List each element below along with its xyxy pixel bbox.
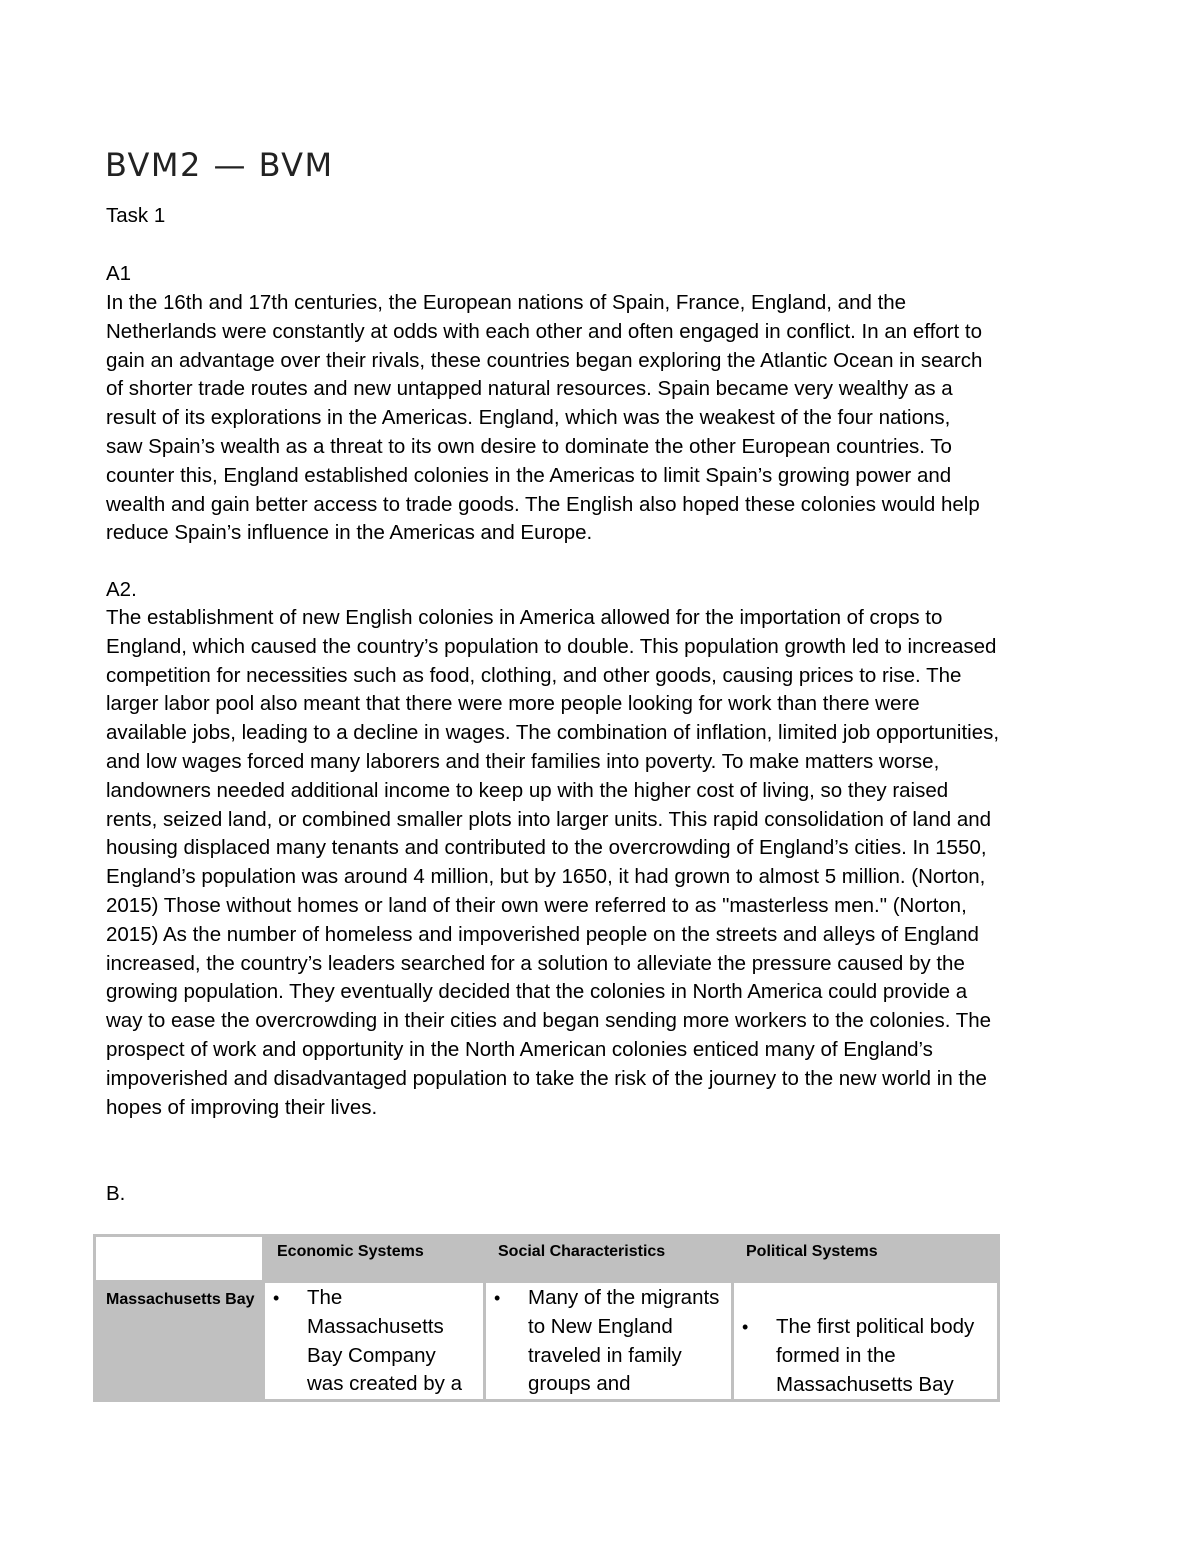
task-heading: Task 1 (106, 204, 166, 227)
list-item (734, 1313, 997, 1399)
header-economic-systems: Economic Systems (264, 1236, 485, 1282)
section-b-label: B. (106, 1182, 126, 1205)
bullet-icon: • (494, 1288, 501, 1308)
cell-social-text: Many of the migrants to New England traveled in family groups and (528, 1286, 720, 1396)
cell-political (733, 1282, 999, 1401)
table-header-row (95, 1236, 999, 1282)
bullet-icon: • (742, 1317, 749, 1337)
row-label-massachusetts-bay: Massachusetts Bay (95, 1282, 264, 1401)
section-a2-paragraph: The establishment of new English colonies in America allowed for the importation of crops to England, which caused the country’s population to double. This population growth led to increased competition for necessities such as food, clothing, and other goods, causing prices to rise. The larger labor pool also meant that there were more people looking for work than there were available jobs, leading to a decline in wages. The combination of inflation, limited job opportunities, and low wages forced many laborers and their families into poverty. To make matters worse, landowners needed additional income to keep up with the higher cost of living, so they raised rents, seized land, or combined smaller plots into larger units. This rapid consolidation of land and housing displaced many tenants and contributed to the overcrowding of England’s cities. In 1550, England’s population was around 4 million, but by 1650, it had grown to almost 5 million. (Norton, 2015) Those without homes or land of their own were referred to as "masterless men." (Norton, 2015) As the number of homeless and impoverished people on the streets and alleys of England increased, the country’s leaders searched for a solution to alleviate the pressure caused by the growing population. They eventually decided that the colonies in North America could provide a way to ease the overcrowding in their cities and began sending more workers to the colonies. The prospect of work and opportunity in the North American colonies enticed many of England’s impoverished and disadvantaged population to take the risk of the journey to the new world in the hopes of improving their lives. (106, 606, 1000, 1119)
cell-economic (264, 1282, 485, 1401)
document-title: BVM2 — BVM (105, 146, 334, 184)
section-a2-label: A2. (106, 578, 137, 601)
colony-comparison-table (93, 1234, 1000, 1402)
section-a1-label: A1 (106, 262, 132, 285)
list-item (486, 1284, 731, 1399)
cell-political-text: The first political body formed in the Massachusetts Bay (776, 1315, 975, 1396)
cell-social (485, 1282, 733, 1401)
list-item (265, 1284, 483, 1399)
section-a1-paragraph: In the 16th and 17th centuries, the European nations of Spain, France, England, and the Netherlands were constantly at odds with each other and often engaged in conflict. In an effort to gain an advantage over their rivals, these countries began exploring the Atlantic Ocean in search of shorter trade routes and new untapped natural resources. Spain became very wealthy as a result of its explorations in the Americas. England, which was the weakest of the four nations, saw Spain’s wealth as a threat to its own desire to dominate the other European countries. To counter this, England established colonies in the Americas to limit Spain’s growing power and wealth and gain better access to trade goods. The English also hoped these colonies would help reduce Spain’s influence in the Americas and Europe. (106, 291, 983, 545)
bullet-icon: • (273, 1288, 280, 1308)
header-political-systems: Political Systems (733, 1236, 999, 1282)
table-row (95, 1282, 999, 1401)
cell-economic-text: The Massachusetts Bay Company was created by a (307, 1286, 462, 1396)
header-social-characteristics: Social Characteristics (485, 1236, 733, 1282)
table-corner-cell (95, 1236, 264, 1282)
